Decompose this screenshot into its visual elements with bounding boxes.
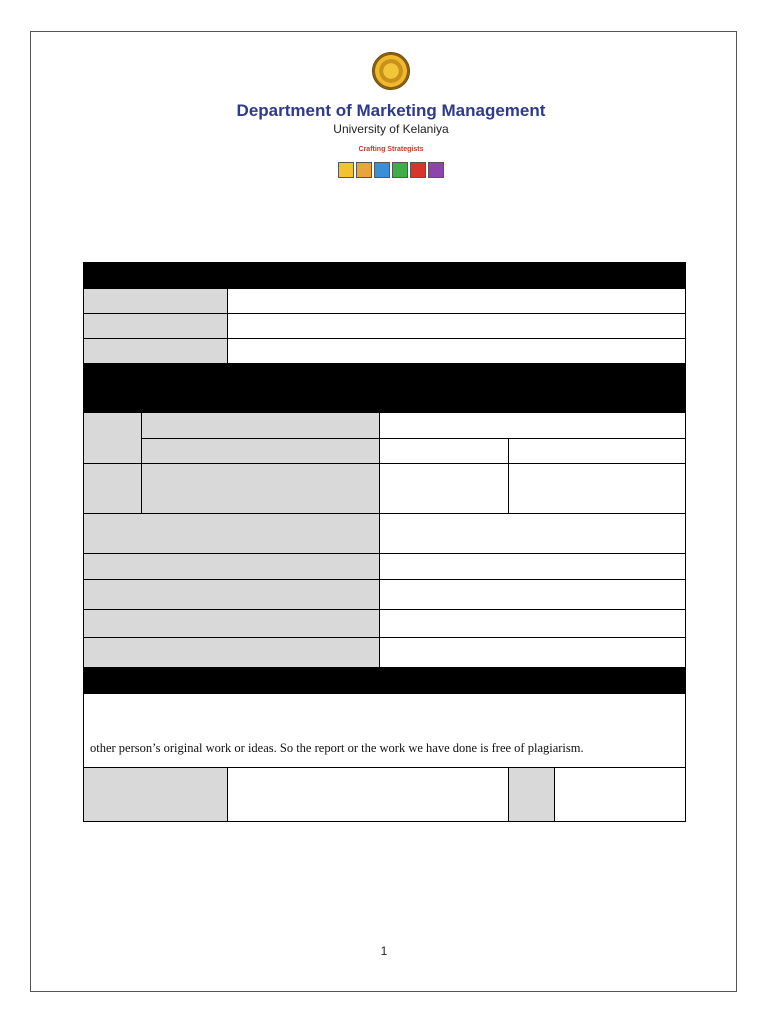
- declaration-text: other person’s original work or ideas. So the report or the work we have done is free of plagiarism.: [90, 741, 584, 755]
- value-field-row-6b[interactable]: [508, 463, 686, 514]
- section-header-bar-2: [83, 363, 686, 413]
- declaration-box: [83, 693, 686, 768]
- label-cell-row-2: [83, 313, 228, 339]
- page-number: 1: [380, 944, 388, 958]
- signature-field[interactable]: [227, 767, 509, 822]
- label-cell-row-11: [83, 637, 380, 668]
- label-cell-row-3: [83, 338, 228, 364]
- value-field-row-1[interactable]: [227, 288, 686, 314]
- figure-tile-icon: [356, 162, 372, 178]
- label-cell-row-8: [83, 553, 380, 580]
- value-field-row-7[interactable]: [379, 513, 686, 554]
- label-cell-row-6: [141, 463, 380, 514]
- department-icon-row: [338, 162, 448, 178]
- group-tile-icon: [374, 162, 390, 178]
- people-tile-icon: [428, 162, 444, 178]
- signature-label-cell: [83, 767, 228, 822]
- value-field-row-5b[interactable]: [508, 438, 686, 464]
- university-name: University of Kelaniya: [333, 122, 449, 136]
- university-seal-logo: [372, 52, 410, 90]
- value-field-row-5a[interactable]: [379, 438, 509, 464]
- department-tagline: Crafting Strategists: [358, 146, 424, 153]
- label-cell-row-7: [83, 513, 380, 554]
- value-field-row-4[interactable]: [379, 412, 686, 439]
- value-field-row-11[interactable]: [379, 637, 686, 668]
- value-field-row-9[interactable]: [379, 579, 686, 610]
- arrow-tile-icon: [410, 162, 426, 178]
- label-cell-row-10: [83, 609, 380, 638]
- label-cell-row-9: [83, 579, 380, 610]
- label-cell-row-4: [141, 412, 380, 439]
- globe-tile-icon: [392, 162, 408, 178]
- group-label-cell-2: [83, 463, 142, 514]
- value-field-row-6a[interactable]: [379, 463, 509, 514]
- value-field-row-3[interactable]: [227, 338, 686, 364]
- date-field[interactable]: [554, 767, 686, 822]
- department-title: Department of Marketing Management: [236, 101, 546, 120]
- value-field-row-2[interactable]: [227, 313, 686, 339]
- section-header-bar-1: [83, 262, 686, 288]
- value-field-row-10[interactable]: [379, 609, 686, 638]
- date-label-cell: [508, 767, 555, 822]
- label-cell-row-5: [141, 438, 380, 464]
- section-header-bar-3: [83, 667, 686, 694]
- value-field-row-8[interactable]: [379, 553, 686, 580]
- group-label-cell-1: [83, 412, 142, 464]
- label-cell-row-1: [83, 288, 228, 314]
- sun-tile-icon: [338, 162, 354, 178]
